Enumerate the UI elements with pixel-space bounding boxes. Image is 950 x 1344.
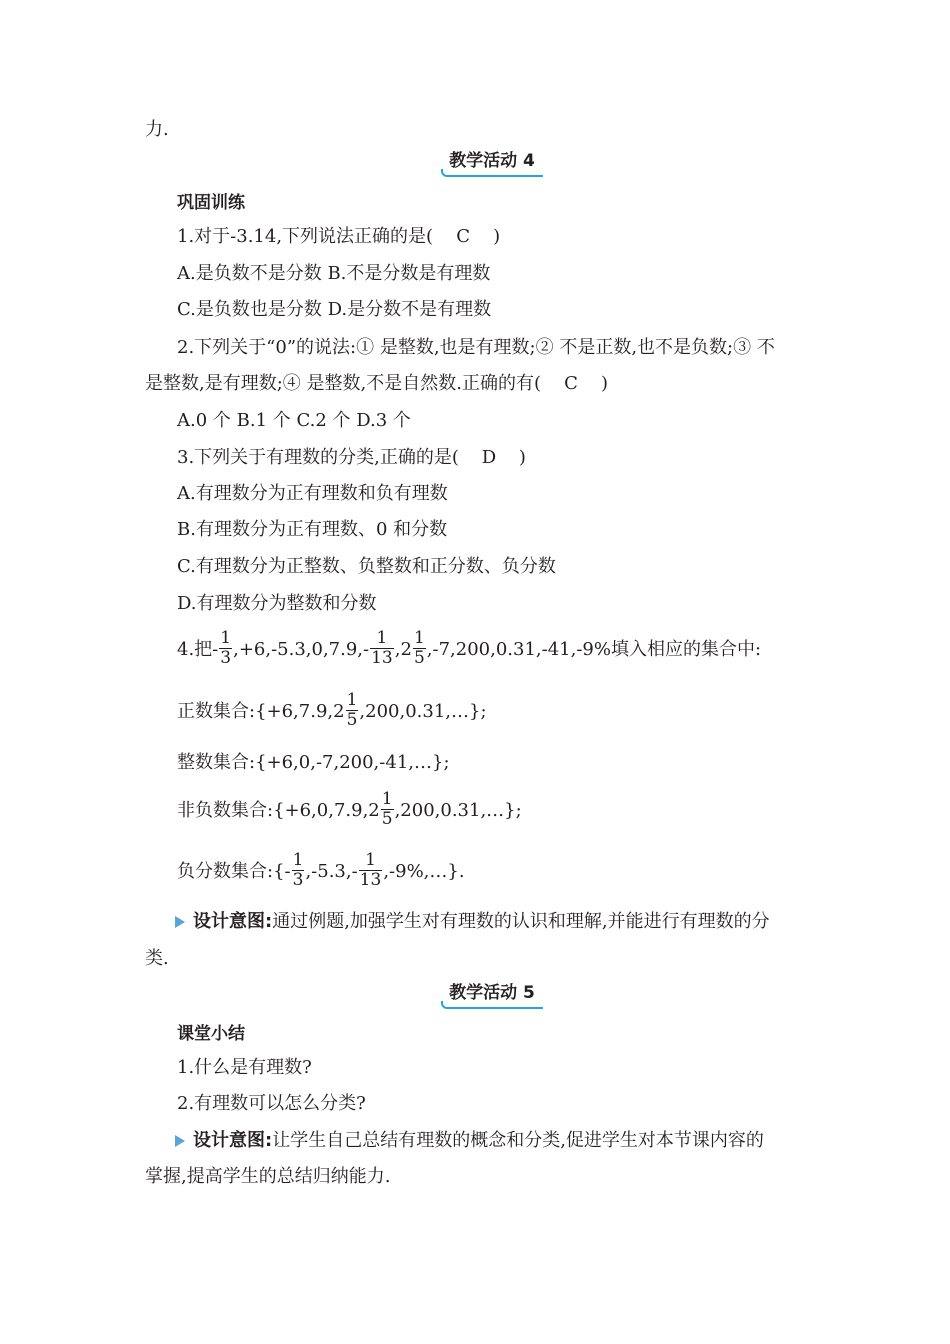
design-intent-text: 让学生自己总结有理数的概念和分类,促进学生对本节课内容的 bbox=[272, 1130, 764, 1151]
activity-4-subtitle: 巩固训练 bbox=[177, 193, 245, 213]
numerator: 1 bbox=[220, 627, 232, 648]
numerator: 1 bbox=[370, 629, 394, 649]
activity-5-heading bbox=[441, 982, 543, 1004]
question-4-text: ,-7,200,0.31,-41,-9%填入相应的集合中: bbox=[426, 639, 762, 660]
summary-question-2: 2.有理数可以怎么分类? bbox=[177, 1093, 366, 1114]
paren-close: ) bbox=[600, 373, 609, 394]
question-3-option-b: B.有理数分为正有理数、0 和分数 bbox=[177, 519, 448, 540]
design-intent-5-line-2: 掌握,提高学生的总结归纳能力. bbox=[145, 1166, 391, 1187]
design-intent-text: 通过例题,加强学生对有理数的认识和理解,并能进行有理数的分 bbox=[272, 911, 770, 932]
play-triangle-icon bbox=[175, 1135, 185, 1147]
question-1-stem: 1.对于-3.14,下列说法正确的是( bbox=[177, 226, 434, 247]
question-2-answer: C bbox=[564, 373, 578, 394]
denominator: 3 bbox=[292, 869, 304, 890]
question-2-line-2 bbox=[145, 372, 608, 396]
set-text: ,200,0.31,…}; bbox=[394, 800, 522, 821]
set-text: ,-5.3,- bbox=[305, 861, 358, 882]
question-1-options-ab: A.是负数不是分数 B.不是分数是有理数 bbox=[177, 263, 491, 284]
activity-5-subtitle: 课堂小结 bbox=[177, 1024, 245, 1044]
numerator: 1 bbox=[381, 788, 393, 809]
design-intent-4 bbox=[175, 910, 770, 934]
intro-tail: 力. bbox=[145, 119, 169, 140]
denominator: 5 bbox=[381, 808, 393, 829]
design-intent-label: 设计意图: bbox=[193, 1130, 273, 1151]
set-text: 正数集合:{+6,7.9,2 bbox=[177, 701, 345, 722]
design-intent-5 bbox=[175, 1129, 764, 1153]
fraction bbox=[219, 629, 232, 668]
activity-5-title: 教学活动 5 bbox=[449, 983, 535, 1003]
set-text: 非负数集合:{+6,0,7.9,2 bbox=[177, 800, 380, 821]
fraction bbox=[381, 790, 394, 829]
question-3-stem: 3.下列关于有理数的分类,正确的是( bbox=[177, 447, 459, 468]
set-text: ,200,0.31,…}; bbox=[359, 701, 487, 722]
question-4-text: ,+6,-5.3,0,7.9,- bbox=[233, 639, 370, 660]
question-3-option-d: D.有理数分为整数和分数 bbox=[177, 593, 377, 614]
question-3-option-c: C.有理数分为正整数、负整数和正分数、负分数 bbox=[177, 556, 556, 577]
integer-set: 整数集合:{+6,0,-7,200,-41,…}; bbox=[177, 752, 450, 773]
question-3-answer: D bbox=[481, 447, 497, 468]
heading-underline bbox=[441, 1001, 543, 1009]
fraction bbox=[359, 851, 383, 890]
question-1 bbox=[177, 225, 500, 249]
play-triangle-icon bbox=[175, 916, 185, 928]
denominator: 13 bbox=[371, 647, 393, 668]
question-4-stem bbox=[177, 627, 762, 670]
fraction bbox=[370, 629, 394, 668]
question-2-stem: 是整数,是有理数;④ 是整数,不是自然数.正确的有( bbox=[145, 373, 541, 394]
fraction bbox=[346, 691, 359, 730]
question-4-text: ,2 bbox=[394, 639, 412, 660]
denominator: 5 bbox=[413, 647, 425, 668]
numerator: 1 bbox=[292, 849, 304, 870]
negative-fraction-set bbox=[177, 849, 465, 892]
non-negative-set bbox=[177, 788, 522, 831]
question-3 bbox=[177, 446, 526, 470]
question-3-option-a: A.有理数分为正有理数和负有理数 bbox=[177, 483, 448, 504]
paren-close: ) bbox=[518, 447, 526, 468]
question-2-line-1: 2.下列关于“0”的说法:① 是整数,也是有理数;② 不是正数,也不是负数;③ 不 bbox=[177, 337, 775, 358]
question-4-text: 4.把- bbox=[177, 639, 219, 660]
denominator: 3 bbox=[220, 647, 232, 668]
question-1-answer: C bbox=[456, 226, 470, 247]
numerator: 1 bbox=[413, 627, 425, 648]
numerator: 1 bbox=[346, 689, 358, 710]
activity-4-heading bbox=[441, 150, 543, 172]
positive-set bbox=[177, 689, 487, 732]
summary-question-1: 1.什么是有理数? bbox=[177, 1057, 312, 1078]
question-1-options-cd: C.是负数也是分数 D.是分数不是有理数 bbox=[177, 299, 492, 320]
design-intent-4-line-2: 类. bbox=[145, 948, 169, 969]
paren-close: ) bbox=[493, 226, 501, 247]
set-text: 负分数集合:{- bbox=[177, 861, 291, 882]
design-intent-label: 设计意图: bbox=[193, 911, 273, 932]
numerator: 1 bbox=[359, 851, 383, 871]
set-text: ,-9%,…}. bbox=[383, 861, 465, 882]
denominator: 5 bbox=[346, 709, 358, 730]
activity-4-title: 教学活动 4 bbox=[449, 151, 535, 171]
denominator: 13 bbox=[359, 869, 382, 890]
fraction bbox=[292, 851, 305, 890]
fraction bbox=[413, 629, 426, 668]
heading-underline bbox=[441, 169, 543, 177]
question-2-options: A.0 个 B.1 个 C.2 个 D.3 个 bbox=[177, 410, 411, 431]
